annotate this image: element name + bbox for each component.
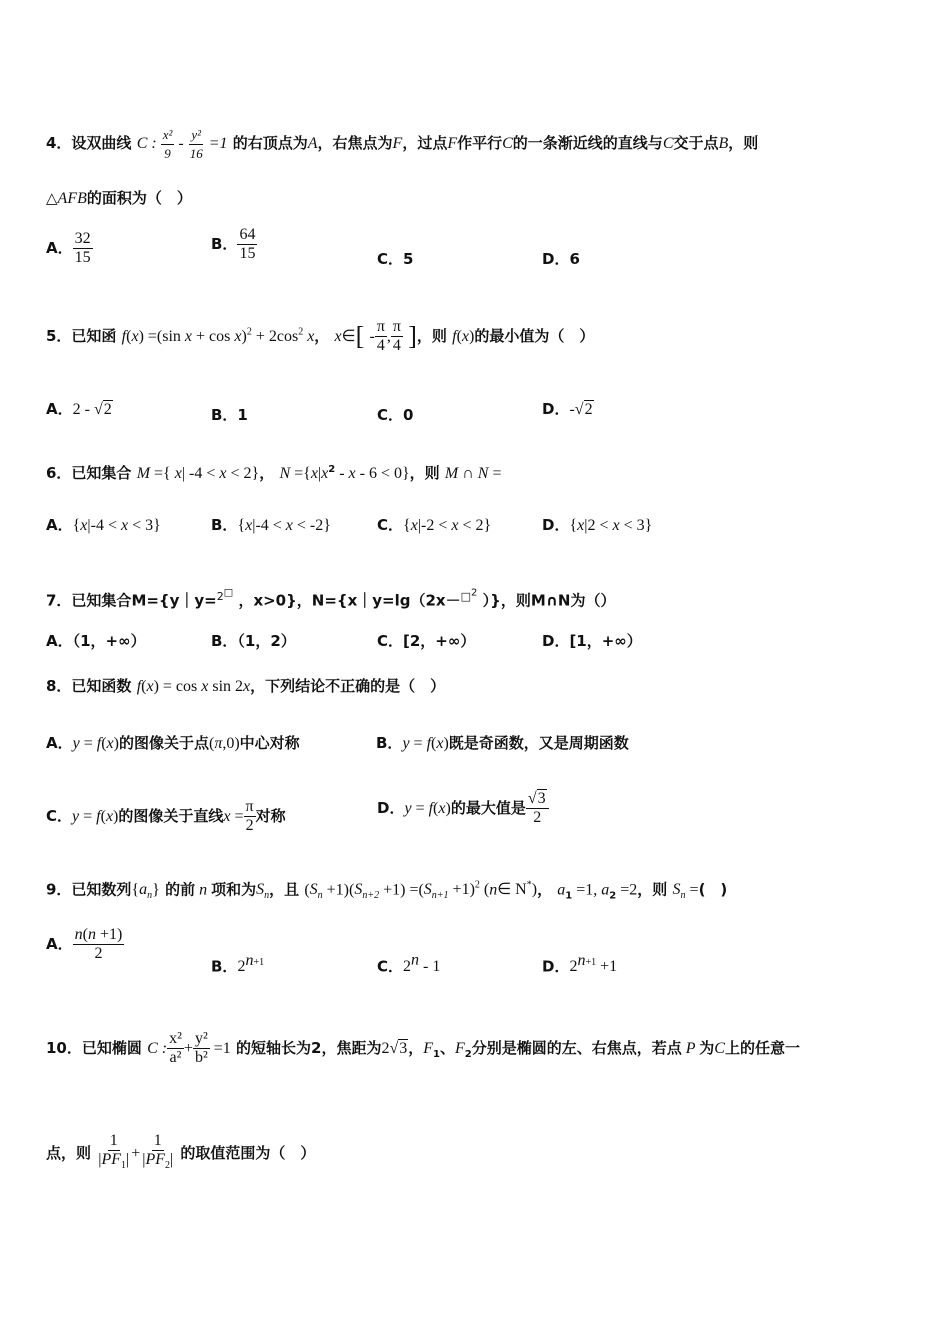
- question-9: 9．已知数列$\{a_n\}$ 的前 n 项和为$S_n$，且 $(S_n +1)(S_{n+2} +1) =(S_{n+1} +1)^2$ (n∈ N*)， $a_1 =1$, $a_2 =2$，则 $S_n$ =( ): [46, 880, 728, 902]
- q5-option-c[interactable]: C．0: [377, 406, 414, 424]
- q7-option-b[interactable]: B．（1，2）: [211, 632, 296, 650]
- question-5: 5．已知函 f(x) =(sin $x + \cos x)^2 + 2\cos^2$ x， x∈[ - $\frac{\pi}{4}$ , $\frac{\pi}{4}$ ]，则 f(x)的最小值为（ ）: [46, 318, 595, 354]
- q9-option-c[interactable]: C．2$^n$ - 1: [377, 952, 441, 976]
- q8-option-d[interactable]: D．y = f(x)的最大值是 $\frac{√3}{2}$: [377, 790, 549, 827]
- q8-option-b[interactable]: B．y = f(x)既是奇函数，又是周期函数: [376, 734, 629, 752]
- question-4-line-1: 4．设双曲线 C : $\frac{\text{x²}}{9}$ - $\frac{\text{y²}}{16}$ =1 的右顶点为A，右焦点为F，过点F作平行C的一条渐近线的直线与C交于点B，则: [46, 127, 759, 161]
- q9-option-a[interactable]: A． $\frac{n(n +1)}{2}$: [46, 926, 123, 962]
- question-10-line-1: 10．已知椭圆 C : $\frac{\text{x²}}{\text{a²}}$ + $\frac{\text{y²}}{\text{b²}}$ =1 的短轴长为2，焦距为2√3，$F_1$、$F_2$分别是椭圆的左、右焦点，若点 P 为C上的任意一: [46, 1030, 800, 1066]
- q4-option-c[interactable]: C．5: [377, 250, 414, 268]
- question-4-line-2: △AFB的面积为（ ）: [46, 189, 192, 207]
- q6-option-b[interactable]: B．{x|-4 < x < -2}: [211, 516, 331, 534]
- q4-number: 4．设双曲线: [46, 134, 132, 153]
- q4-option-a[interactable]: A． $\frac{32}{15}$: [46, 230, 91, 266]
- q8-option-c[interactable]: C．y = f(x)的图像关于直线x = $\frac{\pi}{2}$ 对称: [46, 798, 286, 834]
- question-10-line-2: 点，则 $\frac{1}{|PF_1|}$ + $\frac{1}{|PF_2|}$ 的取值范围为（ ）: [46, 1132, 316, 1172]
- q7-option-d[interactable]: D．[1，+∞）: [542, 632, 642, 650]
- q6-option-c[interactable]: C．{x|-2 < x < 2}: [377, 516, 492, 534]
- q7-option-c[interactable]: C．[2，+∞）: [377, 632, 476, 650]
- q6-option-a[interactable]: A．{x|-4 < x < 3}: [46, 516, 161, 534]
- q9-option-b[interactable]: B．$2^{n+1}$: [211, 952, 265, 976]
- q5-option-b[interactable]: B．1: [211, 406, 248, 424]
- q5-option-d[interactable]: D．-√2: [542, 400, 593, 418]
- q8-option-a[interactable]: A．y = f(x)的图像关于点(π,0)中心对称: [46, 734, 300, 752]
- question-6: 6．已知集合 M ={ x| -4 < x < 2}， $N =\{x|x^2 - x - 6 < 0\}$，则 M ∩ N =: [46, 464, 502, 482]
- q7-option-a[interactable]: A．（1，+∞）: [46, 632, 146, 650]
- q6-option-d[interactable]: D．{x|2 < x < 3}: [542, 516, 653, 534]
- q5-option-a[interactable]: A．2 - √2: [46, 400, 112, 418]
- q4-hyperbola-eq: C : $\frac{\text{x²}}{9}$ - $\frac{\text{y²}}{16}$ =1: [136, 127, 228, 161]
- q4-option-d[interactable]: D．6: [542, 250, 580, 268]
- question-7: 7．已知集合M={y｜y=$^{2^□}$ ，x>0}，N={x｜y=lg（2x－$^{□^2}$ ）}，则M∩N为（）: [46, 587, 616, 610]
- question-8: 8．已知函数 f(x) = cos x sin 2x，下列结论不正确的是（ ）: [46, 677, 446, 695]
- q4-option-b[interactable]: B． $\frac{64}{15}$: [211, 226, 256, 262]
- q9-option-d[interactable]: D．$2^{n+1} +1$: [542, 952, 618, 976]
